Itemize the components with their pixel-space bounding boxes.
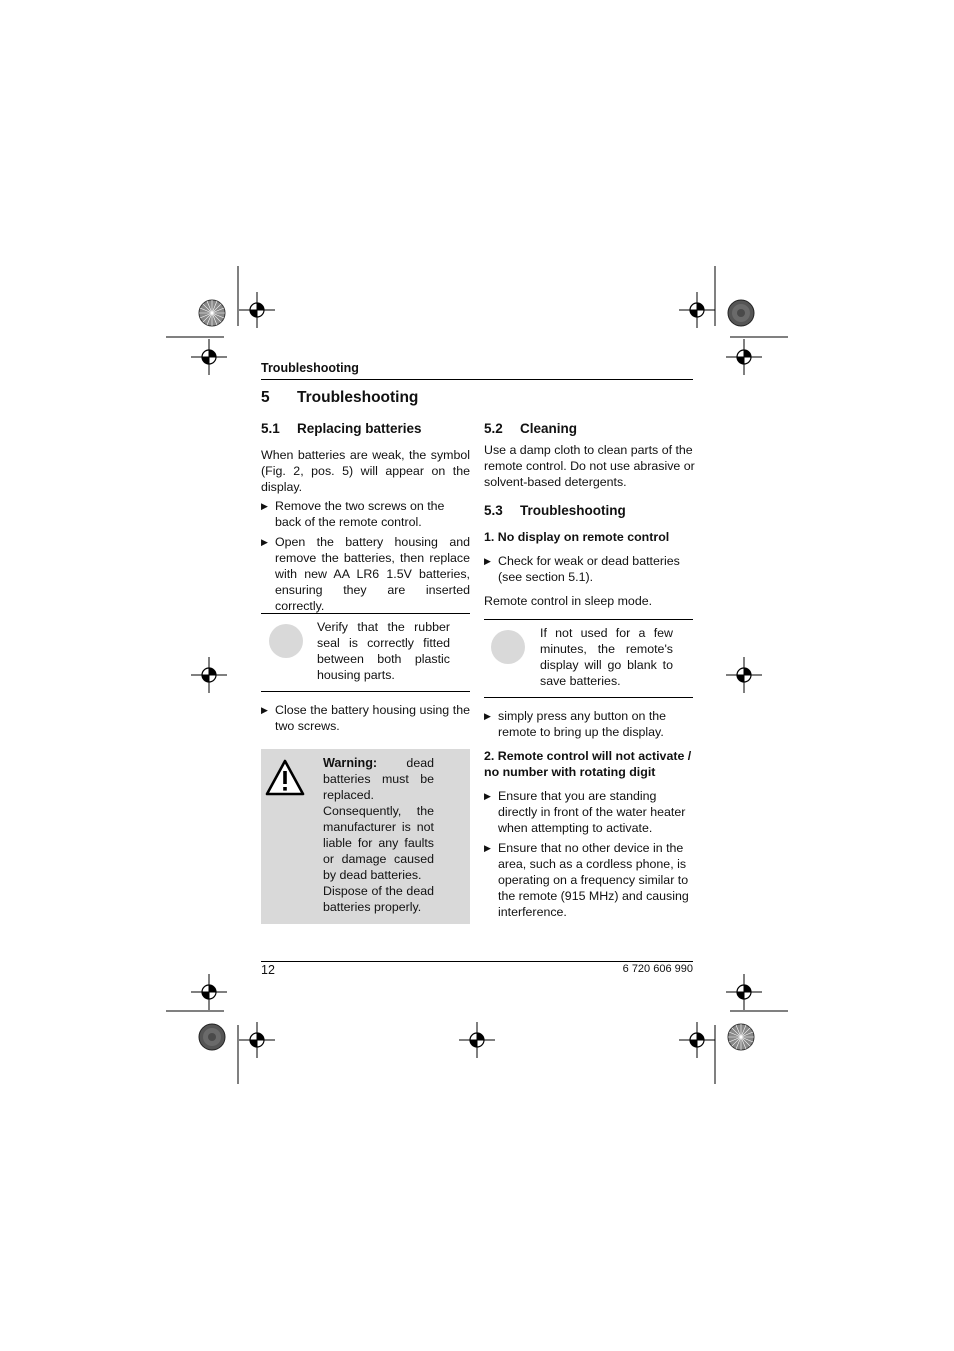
running-header: Troubleshooting [261, 361, 359, 375]
triangle-right-icon: ▶ [261, 537, 268, 547]
list-item: ▶ Remove the two screws on the back of the remote control. [261, 499, 445, 529]
footer-rule [261, 961, 693, 962]
list-item: ▶ Check for weak or dead batteries (see section 5.1). [484, 554, 680, 584]
header-rule [261, 379, 693, 380]
list-item: ▶ Ensure that no other device in the area, such as a cordless phone, is operating on a frequency similar to the remote (915 MHz) and causing interference. [484, 841, 689, 919]
note-circle-icon [269, 624, 303, 658]
section-5-1-number: 5.1 [261, 421, 280, 436]
note-text: Verify that the rubber seal is correctly fitted between both plastic housing parts. [317, 620, 450, 682]
item-2-title: 2. Remote control will not activate / no number with rotating digit [484, 749, 692, 779]
note-text: If not used for a few minutes, the remote's display will go blank to save batteries. [540, 626, 673, 688]
section-5-3-number: 5.3 [484, 503, 503, 518]
warning-body: dead batteries must be replaced. Consequently, the manufacturer is not liable for any faults or damage caused by dead batteries. [323, 756, 434, 882]
document-number: 6 720 606 990 [622, 963, 693, 975]
triangle-right-icon: ▶ [261, 501, 268, 511]
warning-triangle-icon [265, 759, 305, 797]
section-5-1-intro: When batteries are weak, the symbol (Fig. 2, pos. 5) will appear on the display. [261, 448, 470, 494]
section-5-3-title: Troubleshooting [520, 503, 626, 518]
list-item: ▶ Ensure that you are standing directly in front of the water heater when attempting to activate. [484, 789, 686, 835]
page-number: 12 [261, 963, 275, 977]
warning-dispose-text: Dispose of the dead batteries properly. [323, 884, 434, 914]
warning-text [323, 755, 434, 883]
list-item: ▶ simply press any button on the remote to bring up the display. [484, 709, 667, 739]
warning-label: Warning: [323, 756, 378, 770]
triangle-right-icon: ▶ [484, 791, 491, 801]
chapter-title: Troubleshooting [297, 389, 419, 406]
triangle-right-icon: ▶ [484, 556, 491, 566]
chapter-number: 5 [261, 389, 270, 406]
list-item: ▶ Open the battery housing and remove the batteries, then replace with new AA LR6 1.5V batteries, ensuring they are inserted correctly. [261, 535, 470, 613]
note-bottom-rule [484, 697, 693, 698]
item-1-title: 1. No display on remote control [484, 530, 670, 544]
section-5-2-number: 5.2 [484, 421, 503, 436]
note-bottom-rule [261, 691, 470, 692]
list-item: ▶ Close the battery housing using the two screws. [261, 703, 470, 733]
section-5-2-title: Cleaning [520, 421, 578, 436]
section-5-2-text: Use a damp cloth to clean parts of the remote control. Do not use abrasive or solvent-based detergents. [484, 443, 695, 489]
note-top-rule [261, 613, 470, 614]
section-5-1-title: Replacing batteries [297, 421, 422, 436]
triangle-right-icon: ▶ [261, 705, 268, 715]
sleep-mode-text: Remote control in sleep mode. [484, 594, 653, 608]
note-top-rule [484, 619, 693, 620]
note-circle-icon [491, 630, 525, 664]
triangle-right-icon: ▶ [484, 843, 491, 853]
triangle-right-icon: ▶ [484, 711, 491, 721]
